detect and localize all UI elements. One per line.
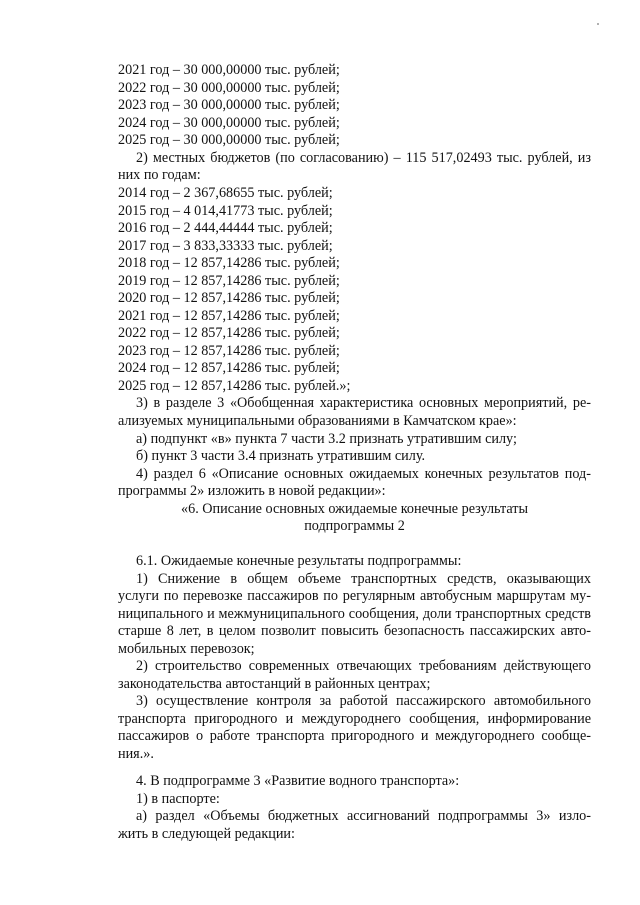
result-3-paragraph-cont: транспорта пригородного и междугороднего сообщения, информирование <box>118 711 591 727</box>
local-budget-line-2020: 2020 год – 12 857,14286 тыс. рублей; <box>118 290 340 306</box>
local-budget-line-2024: 2024 год – 12 857,14286 тыс. рублей; <box>118 360 340 376</box>
local-budget-line-2016: 2016 год – 2 444,44444 тыс. рублей; <box>118 220 333 236</box>
local-budget-line-2023: 2023 год – 12 857,14286 тыс. рублей; <box>118 343 340 359</box>
result-1-paragraph-cont: услуги по перевозке пассажиров по регулярным автобусным маршрутам му- <box>118 588 591 604</box>
budget-section-paragraph: а) раздел «Объемы бюджетных ассигнований подпрограммы 3» изло- <box>136 808 591 824</box>
budget-line-2024: 2024 год – 30 000,00000 тыс. рублей; <box>118 115 340 131</box>
local-budget-line-2021: 2021 год – 12 857,14286 тыс. рублей; <box>118 308 340 324</box>
result-3-paragraph: 3) осуществление контроля за работой пассажирского автомобильного <box>136 693 591 709</box>
local-budget-line-2022: 2022 год – 12 857,14286 тыс. рублей; <box>118 325 340 341</box>
result-1-paragraph-cont: мобильных перевозок; <box>118 641 255 657</box>
section3-paragraph: 3) в разделе 3 «Обобщенная характеристика основных мероприятий, ре- <box>136 395 591 411</box>
scan-speck <box>597 23 599 25</box>
section-heading-cont: подпрограммы 2 <box>304 518 405 534</box>
result-2-paragraph-cont: законодательства автостанций в районных центрах; <box>118 676 431 692</box>
local-budgets-paragraph-cont: них по годам: <box>118 167 201 183</box>
results-subheading: 6.1. Ожидаемые конечные результаты подпрограммы: <box>136 553 462 569</box>
result-3-paragraph-cont: пассажиров о работе транспорта пригородного и междугороднего сообще- <box>118 728 591 744</box>
result-1-paragraph: 1) Снижение в общем объеме транспортных средств, оказывающих <box>136 571 591 587</box>
local-budget-line-2019: 2019 год – 12 857,14286 тыс. рублей; <box>118 273 340 289</box>
local-budget-line-2015: 2015 год – 4 014,41773 тыс. рублей; <box>118 203 333 219</box>
item-a-paragraph: а) подпункт «в» пункта 7 части 3.2 признать утратившим силу; <box>136 431 517 447</box>
result-1-paragraph-cont: старше 8 лет, в целом позволит повысить безопасность пассажирских авто- <box>118 623 591 639</box>
budget-section-paragraph-cont: жить в следующей редакции: <box>118 826 295 842</box>
budget-line-2022: 2022 год – 30 000,00000 тыс. рублей; <box>118 80 340 96</box>
section6-paragraph: 4) раздел 6 «Описание основных ожидаемых конечных результатов под- <box>136 466 591 482</box>
budget-line-2023: 2023 год – 30 000,00000 тыс. рублей; <box>118 97 340 113</box>
section3-paragraph-cont: ализуемых муниципальными образованиями в Камчатском крае»: <box>118 413 517 429</box>
local-budget-line-2017: 2017 год – 3 833,33333 тыс. рублей; <box>118 238 333 254</box>
local-budgets-paragraph: 2) местных бюджетов (по согласованию) – 115 517,02493 тыс. рублей, из <box>136 150 591 166</box>
local-budget-line-2014: 2014 год – 2 367,68655 тыс. рублей; <box>118 185 333 201</box>
section-heading: «6. Описание основных ожидаемые конечные результаты <box>181 501 528 517</box>
local-budget-line-2025: 2025 год – 12 857,14286 тыс. рублей.»; <box>118 378 351 394</box>
result-3-paragraph-cont: ния.». <box>118 746 154 762</box>
result-2-paragraph: 2) строительство современных отвечающих требованиям действующего <box>136 658 591 674</box>
subprogram3-paragraph: 4. В подпрограмме 3 «Развитие водного транспорта»: <box>136 773 460 789</box>
budget-line-2025: 2025 год – 30 000,00000 тыс. рублей; <box>118 132 340 148</box>
local-budget-line-2018: 2018 год – 12 857,14286 тыс. рублей; <box>118 255 340 271</box>
section6-paragraph-cont: программы 2» изложить в новой редакции»: <box>118 483 386 499</box>
item-b-paragraph: б) пункт 3 части 3.4 признать утратившим силу. <box>136 448 426 464</box>
passport-item: 1) в паспорте: <box>136 791 220 807</box>
result-1-paragraph-cont: ниципального и межмуниципального сообщения, доли транспортных средств <box>118 606 591 622</box>
budget-line-2021: 2021 год – 30 000,00000 тыс. рублей; <box>118 62 340 78</box>
